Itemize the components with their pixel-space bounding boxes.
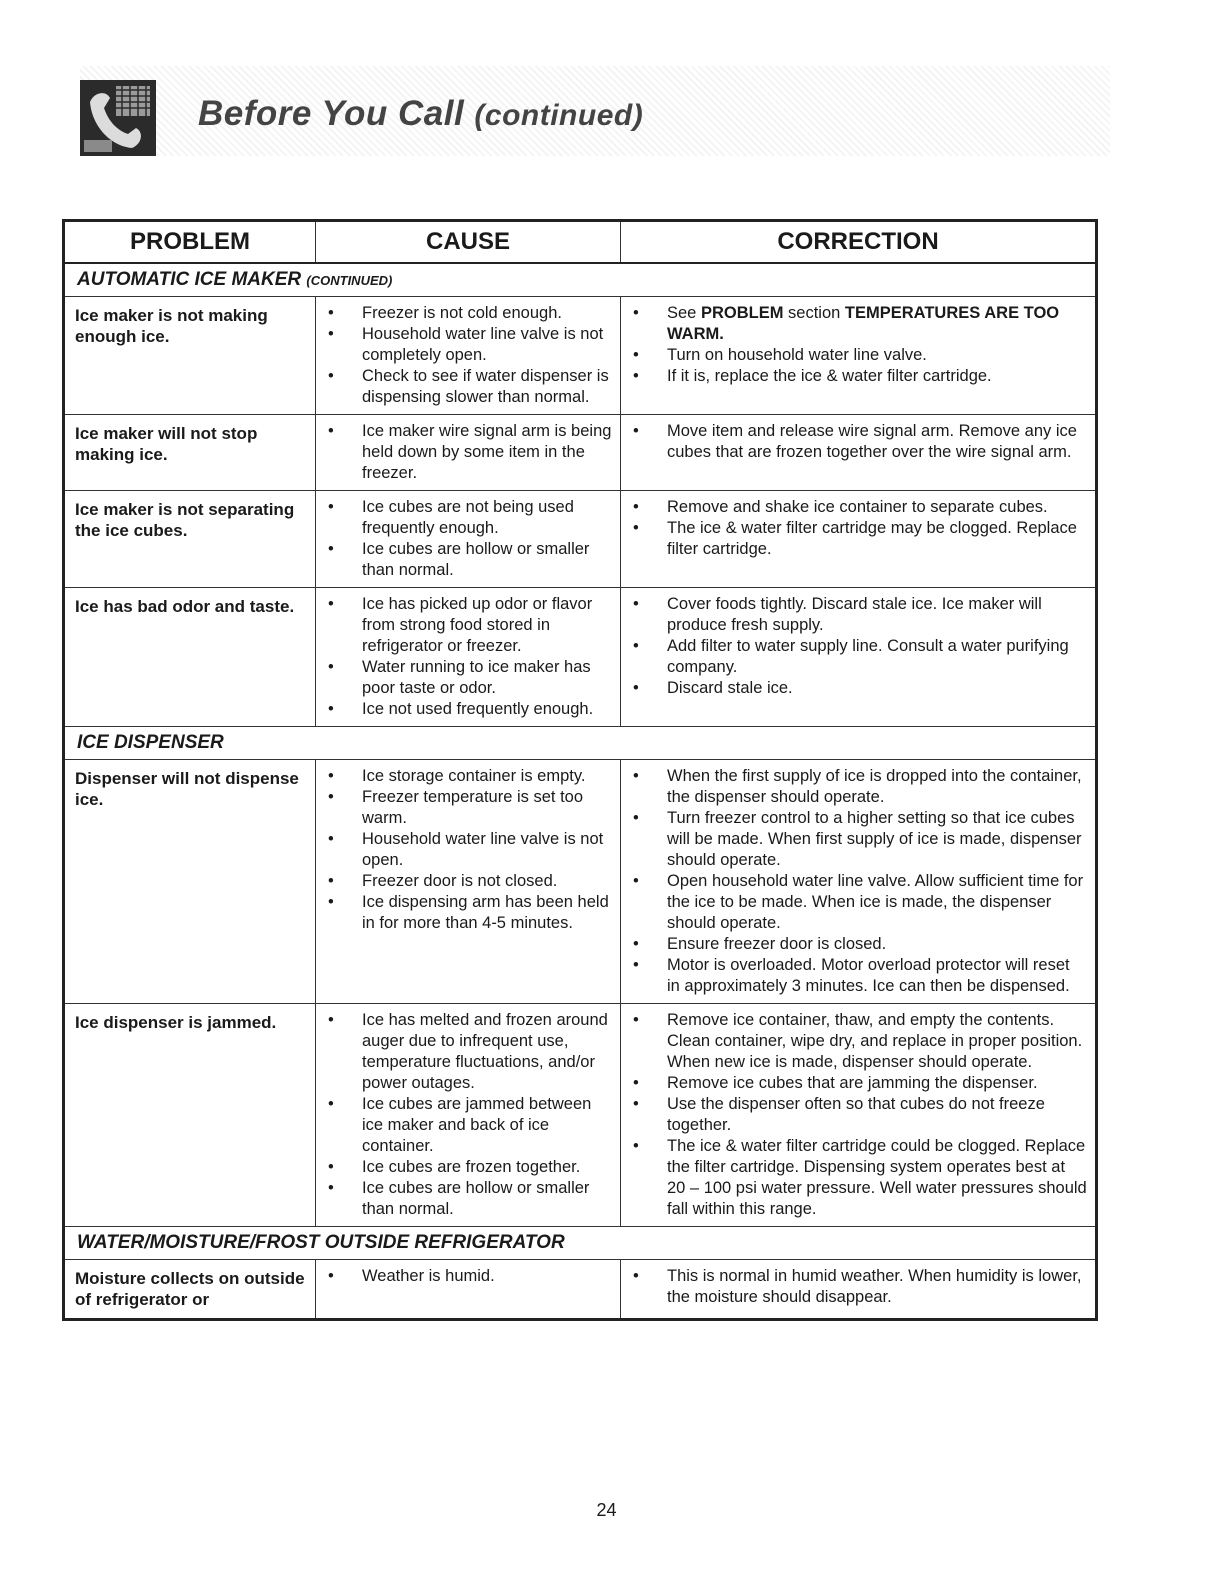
cause-item: • Check to see if water dispenser is dispensing slower than normal.: [328, 366, 612, 408]
cause-item: • Water running to ice maker has poor taste or odor.: [328, 657, 612, 699]
column-header-correction: CORRECTION: [621, 221, 1097, 264]
correction-item: • Remove and shake ice container to separate cubes.: [633, 497, 1087, 518]
cause-item: • Household water line valve is not completely open.: [328, 324, 612, 366]
telephone-icon: [80, 80, 156, 156]
correction-list: [633, 594, 1087, 699]
cause-item: • Ice storage container is empty.: [328, 766, 612, 787]
cause-item: • Ice cubes are jammed between ice maker and back of ice container.: [328, 1094, 612, 1157]
cause-item: • Household water line valve is not open.: [328, 829, 612, 871]
correction-list: [633, 303, 1087, 387]
cause-item: • Ice not used frequently enough.: [328, 699, 612, 720]
cause-item: • Ice has melted and frozen around auger due to infrequent use, temperature fluctuations, and/or power outages.: [328, 1010, 612, 1094]
table-row: [64, 297, 1097, 415]
correction-item: • See PROBLEM section TEMPERATURES ARE TOO WARM.: [633, 303, 1087, 345]
correction-item: • Move item and release wire signal arm. Remove any ice cubes that are frozen together over the wire signal arm.: [633, 421, 1087, 463]
column-header-problem: PROBLEM: [64, 221, 316, 264]
problem-cell: Ice maker is not separating the ice cubes.: [64, 491, 316, 588]
correction-cell: [621, 297, 1097, 415]
cause-cell: [316, 588, 621, 727]
cause-item: • Ice cubes are frozen together.: [328, 1157, 612, 1178]
cause-list: [328, 594, 612, 720]
correction-item: • The ice & water filter cartridge may be clogged. Replace filter cartridge.: [633, 518, 1087, 560]
correction-list: [633, 1266, 1087, 1308]
cause-cell: [316, 1004, 621, 1227]
section-title-text: ICE DISPENSER: [77, 732, 224, 753]
table-row: [64, 760, 1097, 1004]
section-title: [64, 1227, 1097, 1260]
correction-list: [633, 1010, 1087, 1220]
problem-cell: Ice maker is not making enough ice.: [64, 297, 316, 415]
correction-item: • Turn on household water line valve.: [633, 345, 1087, 366]
problem-cell: Ice maker will not stop making ice.: [64, 415, 316, 491]
section-title: [64, 727, 1097, 760]
correction-item: • Motor is overloaded. Motor overload protector will reset in approximately 3 minutes. Ice can then be dispensed.: [633, 955, 1087, 997]
cause-cell: [316, 491, 621, 588]
correction-cell: [621, 1004, 1097, 1227]
cause-list: [328, 421, 612, 484]
cause-item: • Ice cubes are hollow or smaller than normal.: [328, 1178, 612, 1220]
table-body: [64, 263, 1097, 1320]
correction-list: [633, 421, 1087, 463]
correction-item: • Cover foods tightly. Discard stale ice. Ice maker will produce fresh supply.: [633, 594, 1087, 636]
cause-cell: [316, 297, 621, 415]
cause-item: • Ice cubes are not being used frequently enough.: [328, 497, 612, 539]
section-title-suffix: (CONTINUED): [306, 273, 393, 288]
column-header-cause: CAUSE: [316, 221, 621, 264]
cause-list: [328, 1266, 612, 1287]
table-header-row: [64, 221, 1097, 264]
cause-list: [328, 303, 612, 408]
correction-item: • Add filter to water supply line. Consult a water purifying company.: [633, 636, 1087, 678]
section-title-text: WATER/MOISTURE/FROST OUTSIDE REFRIGERATOR: [77, 1232, 565, 1253]
section-header-row: [64, 727, 1097, 760]
table-row: [64, 491, 1097, 588]
correction-item: • Remove ice container, thaw, and empty the contents. Clean container, wipe dry, and replace in proper position. When new ice is made, dispenser should operate.: [633, 1010, 1087, 1073]
correction-cell: [621, 760, 1097, 1004]
cause-item: • Freezer is not cold enough.: [328, 303, 612, 324]
section-title: [64, 263, 1097, 297]
problem-cell: Moisture collects on outside of refrigerator or: [64, 1260, 316, 1320]
correction-list: [633, 766, 1087, 997]
cause-list: [328, 497, 612, 581]
correction-item: • If it is, replace the ice & water filter cartridge.: [633, 366, 1087, 387]
cause-cell: [316, 1260, 621, 1320]
troubleshooting-table: [62, 219, 1098, 1321]
section-header-row: [64, 263, 1097, 297]
cause-item: • Ice dispensing arm has been held in for more than 4-5 minutes.: [328, 892, 612, 934]
problem-cell: Ice dispenser is jammed.: [64, 1004, 316, 1227]
correction-item: • Use the dispenser often so that cubes do not freeze together.: [633, 1094, 1087, 1136]
correction-cell: [621, 491, 1097, 588]
correction-cell: [621, 415, 1097, 491]
cause-item: • Ice has picked up odor or flavor from strong food stored in refrigerator or freezer.: [328, 594, 612, 657]
table-row: [64, 415, 1097, 491]
cause-item: • Freezer door is not closed.: [328, 871, 612, 892]
cause-list: [328, 766, 612, 934]
cause-item: • Weather is humid.: [328, 1266, 612, 1287]
cause-item: • Ice cubes are hollow or smaller than normal.: [328, 539, 612, 581]
correction-item: • Open household water line valve. Allow sufficient time for the ice to be made. When ice is made, the dispenser should operate.: [633, 871, 1087, 934]
page-number: 24: [596, 1500, 617, 1520]
page-title-text: Before You Call: [198, 94, 465, 133]
correction-cell: [621, 1260, 1097, 1320]
correction-item: • When the first supply of ice is dropped into the container, the dispenser should operate.: [633, 766, 1087, 808]
correction-item: • Discard stale ice.: [633, 678, 1087, 699]
table-row: [64, 588, 1097, 727]
correction-list: [633, 497, 1087, 560]
correction-item: • This is normal in humid weather. When humidity is lower, the moisture should disappear.: [633, 1266, 1087, 1308]
cause-list: [328, 1010, 612, 1220]
correction-item: • Turn freezer control to a higher setting so that ice cubes will be made. When first supply of ice is made, dispenser should operate.: [633, 808, 1087, 871]
cause-cell: [316, 760, 621, 1004]
table-row: [64, 1004, 1097, 1227]
cause-item: • Freezer temperature is set too warm.: [328, 787, 612, 829]
cause-cell: [316, 415, 621, 491]
page-title: [198, 94, 643, 134]
table-row: [64, 1260, 1097, 1320]
problem-cell: Ice has bad odor and taste.: [64, 588, 316, 727]
section-header-row: [64, 1227, 1097, 1260]
cause-item: • Ice maker wire signal arm is being held down by some item in the freezer.: [328, 421, 612, 484]
correction-item: • The ice & water filter cartridge could be clogged. Replace the filter cartridge. Dispensing system operates best at 20 – 100 psi water pressure. Well water pressures should fall within this range.: [633, 1136, 1087, 1220]
section-title-text: AUTOMATIC ICE MAKER: [77, 269, 302, 290]
page-title-continued: (continued): [474, 99, 644, 132]
correction-item: • Remove ice cubes that are jamming the dispenser.: [633, 1073, 1087, 1094]
correction-item: • Ensure freezer door is closed.: [633, 934, 1087, 955]
problem-cell: Dispenser will not dispense ice.: [64, 760, 316, 1004]
correction-cell: [621, 588, 1097, 727]
